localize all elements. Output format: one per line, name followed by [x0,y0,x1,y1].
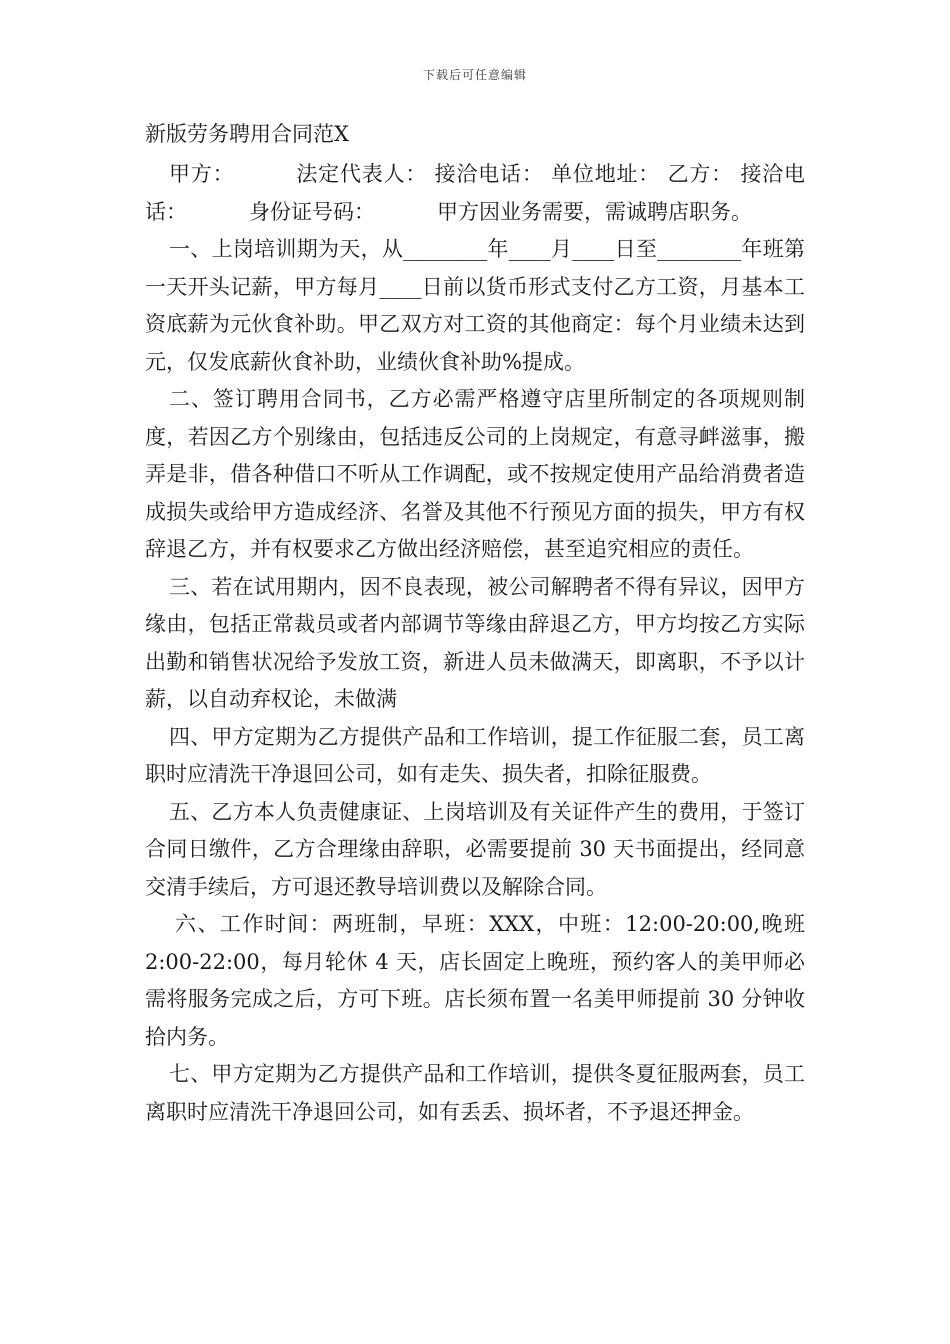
contact-phone-label-2: 接洽电话： [145,162,806,224]
page-header-note: 下载后可任意编辑 [422,68,527,82]
hiring-purpose: 甲方因业务需要，需诚聘店职务。 [437,199,752,224]
party-b-label: 乙方： [667,162,733,186]
clause-6: 六、工作时间：两班制，早班：XXX，中班：12:00-20:00,晚班 2:00-22:00，每月轮休 4 天，店长固定上晚班，预约客人的美甲师必需将服务完成之后，方可下班。店长须布置一名美甲师提前 30 分钟收拾内务。 [145,912,805,1049]
clause-5: 五、乙方本人负责健康证、上岗培训及有关证件产生的费用，于签订合同日缴件，乙方合理缘由辞职，必需要提前 30 天书面提出，经同意交清手续后，方可退还教导培训费以及解除合同。 [145,799,805,899]
contact-phone-label-1: 接洽电话： [434,162,544,186]
clause-4: 四、甲方定期为乙方提供产品和工作培训，提工作征服二套，员工离职时应清洗干净退回公司，如有走失、损失者，扣除征服费。 [145,724,805,786]
id-number-label: 身份证号码： [249,199,375,224]
clause-1: 一、上岗培训期为天，从________年____月____日至________年班第一天开头记薪，甲方每月____日前以货币形式支付乙方工资，月基本工资底薪为元伙食补助。甲乙双方对工资的其他商定：每个月业绩未达到元，仅发底薪伙食补助，业绩伙食补助%提成。 [145,237,805,374]
contract-body [145,156,805,1131]
clause-7: 七、甲方定期为乙方提供产品和工作培训，提供冬夏征服两套，员工离职时应清洗干净退回公司，如有丢丢、损坏者，不予退还押金。 [145,1062,805,1124]
clause-2: 二、签订聘用合同书，乙方必需严格遵守店里所制定的各项规则制度，若因乙方个别缘由，包括违反公司的上岗规定，有意寻衅滋事，搬弄是非，借各种借口不听从工作调配，或不按规定使用产品给消费者造成损失或给甲方造成经济、名誉及其他不行预见方面的损失，甲方有权辞退乙方，并有权要求乙方做出经济赔偿，甚至追究相应的责任。 [145,387,805,561]
party-a-label: 甲方： [169,162,235,186]
clause-3: 三、若在试用期内，因不良表现，被公司解聘者不得有异议，因甲方缘由，包括正常裁员或者内部调节等缘由辞退乙方，甲方均按乙方实际出勤和销售状况给予发放工资，新进人员未做满天，即离职，不予以计薪，以自动弃权论，未做满 [145,574,805,711]
parties-paragraph [145,156,805,231]
unit-address-label: 单位地址： [551,162,661,186]
document-title: 新版劳务聘用合同范X [145,122,349,146]
legal-rep-label: 法定代表人： [296,162,428,186]
